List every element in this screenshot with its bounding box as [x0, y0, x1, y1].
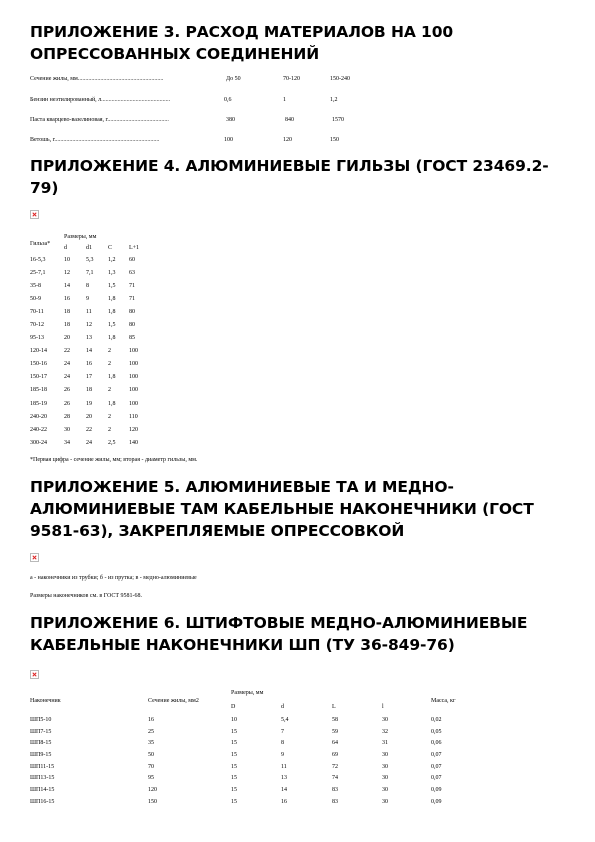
table-cell: 1,5	[108, 322, 116, 329]
table-cell: 63	[129, 269, 135, 276]
table-row	[30, 784, 471, 796]
table-cell: ШП7-15	[30, 728, 52, 735]
table-row	[30, 410, 149, 423]
table-cell: 16-5,3	[30, 256, 46, 263]
table-cell: 9	[281, 751, 284, 758]
table-cell: 100	[129, 374, 138, 381]
table-cell: 240-22	[30, 426, 47, 433]
table-cell: 1,8	[108, 308, 116, 315]
pin-lugs-table	[30, 714, 471, 808]
table-cell: 18	[64, 322, 70, 329]
table-cell: 1,8	[108, 374, 116, 381]
broken-image-icon	[30, 670, 39, 679]
table-cell: 25	[148, 728, 154, 735]
table-header-D: D	[231, 704, 236, 710]
table-cell: 150	[148, 798, 157, 805]
table-cell: 0,05	[431, 728, 442, 735]
table-cell: 72	[332, 763, 338, 770]
table-cell: 7	[281, 728, 284, 735]
table-cell: 240-20	[30, 413, 47, 420]
table-row	[30, 726, 471, 738]
sleeves-table	[30, 253, 149, 449]
table-cell: 30	[382, 763, 388, 770]
table-cell: 2	[108, 348, 111, 355]
table-cell: 14	[64, 282, 70, 289]
table-cell: 15	[231, 786, 237, 793]
table-cell: 7,1	[86, 269, 94, 276]
table-cell: 22	[86, 426, 92, 433]
table-cell: 30	[382, 716, 388, 723]
table-cell: 30	[382, 775, 388, 782]
materials-value: 380	[226, 117, 235, 123]
table-cell: 1,8	[108, 295, 116, 302]
table-cell: 32	[382, 728, 388, 735]
table-cell: 80	[129, 322, 135, 329]
table-cell: 11	[86, 308, 92, 315]
table-cell: 185-19	[30, 400, 47, 407]
table-row	[30, 371, 149, 384]
table-cell: 0,09	[431, 798, 442, 805]
table-cell: 34	[64, 439, 70, 446]
table-cell: 100	[129, 387, 138, 394]
table-cell: 16	[281, 798, 287, 805]
table-cell: 18	[64, 308, 70, 315]
table-header-d: d	[64, 245, 67, 251]
table-cell: 0,07	[431, 775, 442, 782]
table-cell: ШП8-15	[30, 740, 52, 747]
broken-image-icon	[30, 210, 39, 219]
table-cell: 150-16	[30, 361, 47, 368]
table-cell: 8	[86, 282, 89, 289]
table-header-d: d	[281, 704, 284, 710]
table-cell: 15	[231, 728, 237, 735]
table-header-l: L+1	[129, 245, 140, 251]
table-header-L: L	[332, 704, 336, 710]
table-cell: 83	[332, 786, 338, 793]
materials-row-label: Ветошь, г......................................................................	[30, 137, 160, 143]
table-row	[30, 266, 149, 279]
table-cell: 69	[332, 751, 338, 758]
table-cell: 5,3	[86, 256, 94, 263]
table-row	[30, 279, 149, 292]
materials-value: 1	[283, 97, 286, 103]
table-cell: 0,07	[431, 751, 442, 758]
table-header-sleeve: Гильза*	[30, 241, 51, 247]
materials-value: 150-240	[330, 76, 350, 82]
table-cell: 70	[148, 763, 154, 770]
table-row	[30, 737, 471, 749]
table-cell: 28	[64, 413, 70, 420]
table-cell: 95-13	[30, 335, 44, 342]
table-cell: 1,2	[108, 256, 116, 263]
table-cell: 30	[382, 751, 388, 758]
table-cell: 10	[231, 716, 237, 723]
figure-caption: а - наконечники из трубки; б - из прутка; в - медно-алюминиевые	[30, 575, 197, 581]
materials-row-label: Бензин неэтилированный, л..............................................	[30, 97, 171, 103]
materials-value: 100	[224, 137, 233, 143]
table-cell: 59	[332, 728, 338, 735]
table-row	[30, 318, 149, 331]
table-cell: 15	[231, 740, 237, 747]
table-cell: ШП9-15	[30, 751, 52, 758]
materials-value: 150	[330, 137, 339, 143]
table-cell: 1,8	[108, 335, 116, 342]
table-header-l: l	[382, 704, 384, 710]
table-cell: 110	[129, 413, 138, 420]
table-cell: 83	[332, 798, 338, 805]
table-cell: 9	[86, 295, 89, 302]
appendix-4-title: ПРИЛОЖЕНИЕ 4. АЛЮМИНИЕВЫЕ ГИЛЬЗЫ (ГОСТ 23469.2-79)	[30, 157, 549, 197]
table-cell: 0,02	[431, 716, 442, 723]
table-header-section: Сечение жилы, мм2	[148, 698, 199, 704]
table-cell: 70-11	[30, 308, 44, 315]
table-cell: 30	[64, 426, 70, 433]
table-cell: 58	[332, 716, 338, 723]
table-cell: 71	[129, 282, 135, 289]
table-cell: 70-12	[30, 322, 44, 329]
materials-value: 840	[285, 117, 294, 123]
table-row	[30, 714, 471, 726]
table-cell: 5,4	[281, 716, 289, 723]
table-cell: 150-17	[30, 374, 47, 381]
reference-note: Размеры наконечников см. в ГОСТ 9581-68.	[30, 593, 143, 599]
table-row	[30, 332, 149, 345]
table-cell: 17	[86, 374, 92, 381]
table-cell: ШП14-15	[30, 786, 55, 793]
table-cell: 140	[129, 439, 138, 446]
table-cell: 2	[108, 361, 111, 368]
table-cell: 22	[64, 348, 70, 355]
appendix-6-title: ПРИЛОЖЕНИЕ 6. ШТИФТОВЫЕ МЕДНО-АЛЮМИНИЕВЫЕ КАБЕЛЬНЫЕ НАКОНЕЧНИКИ ШП (ТУ 36-849-76)	[30, 614, 528, 654]
table-cell: 1,5	[108, 282, 116, 289]
table-cell: 8	[281, 740, 284, 747]
table-cell: 185-18	[30, 387, 47, 394]
table-cell: 35	[148, 740, 154, 747]
table-cell: 15	[231, 798, 237, 805]
table-header-group: Размеры, мм	[64, 234, 97, 240]
table-cell: 19	[86, 400, 92, 407]
table-cell: 14	[86, 348, 92, 355]
table-cell: 0,06	[431, 740, 442, 747]
table-header-mass: Масса, кг	[431, 698, 456, 704]
table-cell: 120-14	[30, 348, 47, 355]
table-row	[30, 796, 471, 808]
table-cell: 12	[86, 322, 92, 329]
table-cell: 1,8	[108, 400, 116, 407]
materials-value: 120	[283, 137, 292, 143]
materials-value: 1570	[332, 117, 344, 123]
table-cell: 26	[64, 387, 70, 394]
table-cell: 20	[64, 335, 70, 342]
table-row	[30, 292, 149, 305]
table-cell: 10	[64, 256, 70, 263]
table-row	[30, 253, 149, 266]
table-cell: 24	[64, 361, 70, 368]
table-cell: ШП11-15	[30, 763, 55, 770]
table-row	[30, 358, 149, 371]
table-cell: 2,5	[108, 439, 116, 446]
table-header-c: С	[108, 245, 113, 251]
table-cell: 300-24	[30, 439, 47, 446]
table-cell: 120	[129, 426, 138, 433]
table-row	[30, 384, 149, 397]
materials-value: 1,2	[330, 97, 338, 103]
table-cell: 25-7,1	[30, 269, 46, 276]
materials-row-label: Паста кварцево-вазелиновая, г.........................................	[30, 117, 169, 123]
table-cell: ШП5-10	[30, 716, 52, 723]
table-cell: 2	[108, 426, 111, 433]
table-cell: 16	[64, 295, 70, 302]
table-cell: 0,07	[431, 763, 442, 770]
table-cell: 60	[129, 256, 135, 263]
table-cell: 80	[129, 308, 135, 315]
table-cell: 13	[86, 335, 92, 342]
table-cell: 30	[382, 786, 388, 793]
table-cell: 35-8	[30, 282, 41, 289]
table-cell: 50	[148, 751, 154, 758]
table-cell: 16	[86, 361, 92, 368]
table-row	[30, 761, 471, 773]
materials-value: 70-120	[283, 76, 300, 82]
table-row	[30, 749, 471, 761]
table-row	[30, 772, 471, 784]
table-cell: 0,09	[431, 786, 442, 793]
table-cell: 74	[332, 775, 338, 782]
table-cell: 11	[281, 763, 287, 770]
table-cell: 24	[86, 439, 92, 446]
table-cell: 26	[64, 400, 70, 407]
materials-row-label: Сечение жилы, мм.........................................................	[30, 76, 164, 82]
table-header-lug: Наконечник	[30, 698, 61, 704]
appendix-5-title: ПРИЛОЖЕНИЕ 5. АЛЮМИНИЕВЫЕ ТА И МЕДНО-АЛЮМИНИЕВЫЕ ТАМ КАБЕЛЬНЫЕ НАКОНЕЧНИКИ (ГОСТ 9581-63), ЗАКРЕПЛЯЕМЫЕ ОПРЕССОВКОЙ	[30, 478, 534, 540]
table-row	[30, 436, 149, 449]
table-cell: 15	[231, 751, 237, 758]
broken-image-icon	[30, 553, 39, 562]
appendix-3-title: ПРИЛОЖЕНИЕ 3. РАСХОД МАТЕРИАЛОВ НА 100 ОПРЕССОВАННЫХ СОЕДИНЕНИЙ	[30, 23, 454, 63]
table-cell: 120	[148, 786, 157, 793]
table-cell: 95	[148, 775, 154, 782]
table-cell: 20	[86, 413, 92, 420]
table-cell: 15	[231, 763, 237, 770]
table-row	[30, 423, 149, 436]
materials-value: 0,6	[224, 97, 232, 103]
table-cell: 14	[281, 786, 287, 793]
table-cell: 16	[148, 716, 154, 723]
table-cell: 85	[129, 335, 135, 342]
materials-value: До 50	[226, 76, 241, 82]
table-cell: 71	[129, 295, 135, 302]
table-cell: 64	[332, 740, 338, 747]
table-row	[30, 345, 149, 358]
table-cell: 18	[86, 387, 92, 394]
table-cell: 100	[129, 348, 138, 355]
table-cell: ШП16-15	[30, 798, 55, 805]
table-cell: ШП13-15	[30, 775, 55, 782]
table-header-d1: d1	[86, 245, 92, 251]
table-cell: 2	[108, 413, 111, 420]
table-cell: 15	[231, 775, 237, 782]
table-footnote: *Первая цифра - сечение жилы, мм; вторая - диаметр гильзы, мм.	[30, 457, 198, 463]
table-row	[30, 305, 149, 318]
table-cell: 50-9	[30, 295, 41, 302]
table-cell: 24	[64, 374, 70, 381]
table-cell: 2	[108, 387, 111, 394]
table-row	[30, 397, 149, 410]
table-cell: 1,3	[108, 269, 116, 276]
table-cell: 100	[129, 361, 138, 368]
table-cell: 12	[64, 269, 70, 276]
table-cell: 13	[281, 775, 287, 782]
table-cell: 100	[129, 400, 138, 407]
table-cell: 30	[382, 798, 388, 805]
table-header-group: Размеры, мм	[231, 690, 264, 696]
table-cell: 31	[382, 740, 388, 747]
